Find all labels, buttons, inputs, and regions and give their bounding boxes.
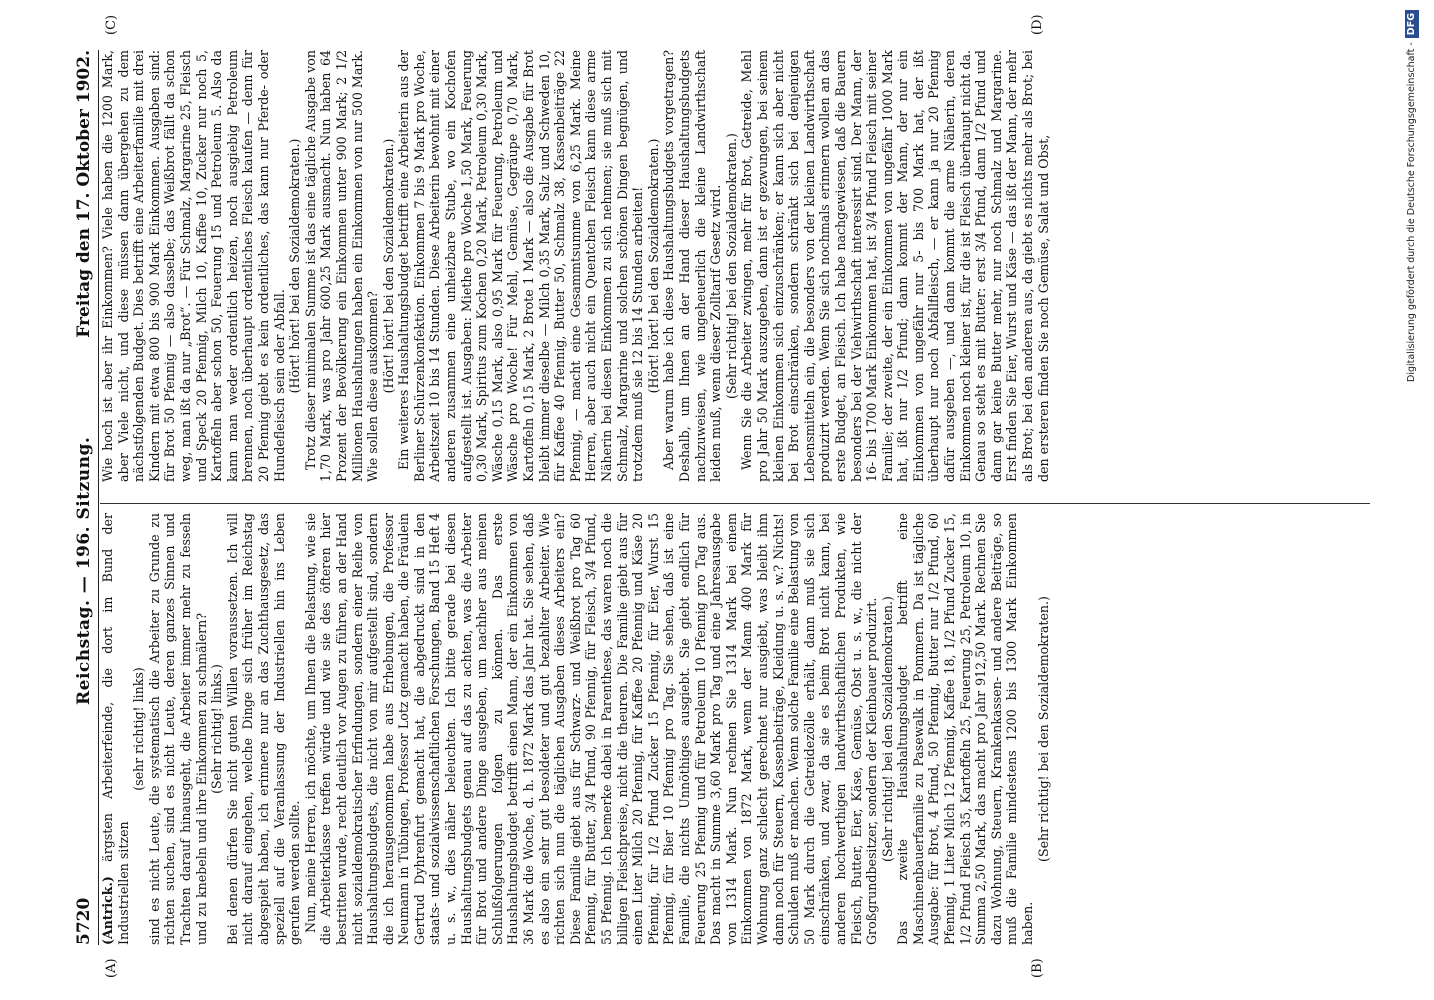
paragraph: Wie hoch ist aber ihr Einkommen? Viele haben die 1200 Mark, aber Viele nicht, und diese müssen dann übergehen zu dem nächstfolgenden Budget. Dies betrifft eine Arbeiterfamilie mit drei Kindern mit etwa 800 bis 900 Mark Einkommen. Ausgaben sind: für Brot 50 Pfennig — also dasselbe; das Weißbrot fällt da schon weg, man ißt da nur „Brot“. — Für Schmalz, Margarine 25, Fleisch und Speck 20 Pfennig, Milch 10, Kaffee 10, Zucker nur noch 5, Kartoffeln aber schon 50, Feuerung 15 und Petroleum 5. Also da kann man weder ordentlich heizen, noch ausgiebig Petroleum brennen, noch überhaupt ordentliches Fleisch kaufen — denn für 20 Pfennig giebt es kein ordentliches, das kann nur Pferde- oder Hundefleisch sein oder Abfall. [100, 50, 287, 482]
interjection: (Hört! hört! bei den Sozialdemokraten.) [287, 138, 303, 394]
paragraph: Ein weiteres Haushaltungsbudget betrifft eine Arbeiterin aus der Berliner Schürzenkonfektion. Einkommen 7 bis 9 Mark pro Woche, Arbeitszeit 10 bis 14 Stunden. Diese Arbeiterin bewohnt mit einer anderen zusammen eine unheizbare Stube, wo ein Kochofen aufgestellt ist. Ausgaben: Miethe pro Woche 1,50 Mark, Feuerung 0,30 Mark, Spiritus zum Kochen 0,20 Mark, Petroleum 0,30 Mark, Wäsche 0,15 Mark, also 0,95 Mark für Feuerung, Petroleum und Wäsche pro Woche! Für Mehl, Gemüse, Gegräupe 0,70 Mark, Kartoffeln 0,15 Mark, 2 Brote 1 Mark — also die Ausgabe für Brot bleibt immer dieselbe — Milch 0,35 Mark, Salz und Schweden 10, für Kaffee 40 Pfennig, Butter 50, Schmalz 38, Kassenbeiträge 22 Pfennig, — macht eine Gesammtsumme von 6,25 Mark. Meine Herren, aber auch nicht ein Quentchen Fleisch kann diese arme Näherin bei diesen Einkommen zu sich nehmen; sie muß sich mit Schmalz, Margarine und solchen schönen Dingen begnügen, und trotzdem muß sie 12 bis 14 Stunden arbeiten! [396, 50, 646, 482]
paragraph: Wenn Sie die Arbeiter zwingen, mehr für Brot, Getreide, Mehl pro Jahr 50 Mark auszugeben, dann ist er gezwungen, bei seinem kleinen Einkommen sich einzuschränken; er kann sich aber nicht bei Brot einschränken, sondern schränkt sich bei denjenigen Lebensmitteln ein, die besonders von der kleinen Landwirthschaft produzirt werden. Wenn Sie sich nochmals erinnern wollen an das erste Budget, an Fleisch. Ich habe nachgewiesen, daß die Bauern besonders bei der Viehwirthschaft interessirt sind. Der Mann, der 16- bis 1700 Mark Einkommen hat, ist 3/4 Pfund Fleisch mit seiner Familie; der zweite, der ein Einkommen von ungefähr 1000 Mark hat, ißt nur 1/2 Pfund; dann kommt der Mann, der nur ein Einkommen von ungefähr nur 5- bis 700 Mark hat, der ißt überhaupt nur noch Abfallfleisch, — er kann ja nur 20 Pfennig dafür ausgeben —, und dann kommt die arme Näherin, deren Einkommen noch kleiner ist, für die ist Fleisch überhaupt nicht da. Genau so steht es mit Butter: erst 3/4 Pfund, dann 1/2 Pfund und dann gar keine Butter mehr, nur noch Schmalz und Margarine. Erst finden Sie Eier, Wurst und Käse — das ißt der Mann, der mehr als Brot; bei den anderen aus, da giebt es nichts mehr als Brot; bei den ersteren finden Sie noch Gemüse, Salat und Obst, [739, 50, 1051, 482]
credit-text: Digitalisierung gefördert durch die Deutsche Forschungsgemeinschaft - [1406, 42, 1417, 382]
interjection: (Hört! hört! bei den Sozialdemokraten.) [380, 138, 396, 394]
paragraph-text: ärgsten Arbeiterfeinde, die dort im Bund der Industriellen sitzen [100, 513, 131, 945]
session-date: Freitag den 17. Oktober 1902. [74, 50, 94, 338]
interjection: (Sehr richtig! bei den Sozialdemokraten.) [879, 596, 895, 862]
paragraph: Aber warum habe ich diese Haushaltungsbudgets vorgetragen? Deshalb, um Ihnen an der Hand dieser Haushaltungsbudgets nachzuweisen, wie ungeheuerlich die kleine Landwirthschaft leiden muß, wenn dieser Zolltarif Gesetz wird. [661, 50, 724, 482]
margin-marker-c: (C) [104, 14, 119, 35]
session-title: Reichstag. — 196. Sitzung. [74, 436, 94, 705]
column-divider [100, 503, 1370, 504]
margin-marker-a: (A) [104, 958, 119, 978]
interjection: (sehr richtig! links) [131, 667, 147, 791]
interjection: (Sehr richtig! bei den Sozialdemokraten.) [723, 133, 739, 399]
page-header [72, 50, 96, 945]
digitization-credit [1400, 10, 1424, 990]
paragraph [100, 513, 131, 945]
paragraph: Bei denen dürfen Sie nicht guten Willen voraussetzen. Ich will nicht darauf eingehen, welche Dinge sich früher im Reichstag abgespielt haben, ich erinnere nur an das Zuchthausgesetz, das speziell auf die Veranlassung der Industriellen hin ins Leben gerufen werden sollte. [224, 513, 303, 945]
header-rule [98, 50, 99, 945]
paragraph: Trotz dieser minimalen Summe ist das eine tägliche Ausgabe von 1,70 Mark, was pro Jahr 600,25 Mark ausmacht. Nun haben 64 Prozent der Bevölkerung ein Einkommen unter 900 Mark; 2 1/2 Millionen Haushaltungen haben ein Einkommen von nur 500 Mark. Wie sollen diese auskommen? [302, 50, 381, 482]
margin-marker-b: (B) [1030, 958, 1045, 978]
paragraph: Nun, meine Herren, ich möchte, um Ihnen die Belastung, wie sie die Arbeiterklasse treffen würde und wie sie des öfteren hier bestritten wurde, recht deutlich vor Augen zu führen, an der Hand nicht sozialdemokratischer Erfindungen, sondern einer Reihe von Haushaltungsbudgets, die nicht von mir aufgestellt sind, sondern die ich herausgenommen habe aus Erhebungen, die Professor Neumann in Tübingen, Professor Lotz gemacht haben, die Fräulein Gertrud Dyhrenfurt gemacht hat, die abgedruckt sind in den staats- und sozialwissenschaftlichen Forschungen, Band 15 Heft 4 u. s. w., dies näher beleuchten. Ich bitte gerade bei diesen Haushaltungsbudgets genau auf das zu achten, was die Arbeiter für Brot und andere Dinge ausgeben, um nachher aus meinen Schlußfolgerungen folgen zu können. Das erste Haushaltungsbudget betrifft einen Mann, der ein Einkommen von 36 Mark die Woche, d. h. 1872 Mark das Jahr hat. Sie sehen, daß es also ein sehr gut besoldeter und gut bezahlter Arbeiter. Wie richten sich nun die täglichen Ausgaben dieses Arbeiters ein? Diese Familie giebt aus für Schwarz- und Weißbrot pro Tag 60 Pfennig, für Butter, 3/4 Pfund, 90 Pfennig, für Fleisch, 3/4 Pfund, 55 Pfennig. Ich bemerke dabei in Parenthese, das waren noch die billigen Fleischpreise, nicht die theuren. Die Familie giebt aus für einen Liter Milch 20 Pfennig, für Kaffee 20 Pfennig und Käse 20 Pfennig, für 1/2 Pfund Zucker 15 Pfennig, für Eier, Wurst 15 Pfennig, für Bier 10 Pfennig pro Tag. Sie sehen, daß ist eine Familie, die nichts Unnöthiges ausgiebt. Sie giebt endlich für Feuerung 25 Pfennig und für Petroleum 10 Pfennig pro Tag aus. Das macht in Summe 3,60 Mark pro Tag und eine Jahresausgabe von 1314 Mark. Nun rechnen Sie 1314 Mark bei einem Einkommen von 1872 Mark, wenn der Mann 400 Mark für Wohnung ganz schlecht gerechnet nur ausgiebt, was bleibt ihm dann noch für Steuern, Kassenbeiträge, Kleidung u. s. w.? Nichts! Schulden muß er machen. Wenn solche Familie eine Belastung von 50 Mark durch die Getreidezölle erhält, dann muß sie sich einschränken, und zwar, da sie es beim Brot nicht kann, bei anderen hochwerthigen landwirthschaftlichen Produkten, wie Fleisch, Butter, Eier, Käse, Gemüse, Obst u. s. w., die nicht der Großgrundbesitzer, sondern der Kleinbauer produzirt. [302, 513, 880, 945]
page-number: 5720 [74, 897, 94, 945]
interjection: (Sehr richtig! bei den Sozialdemokraten.) [1035, 596, 1051, 862]
speaker-name: (Antrick.) [100, 876, 115, 945]
paragraph: Das zweite Haushaltungsbudget betrifft eine Maschinenbauerfamilie zu Pasewalk in Pommern. Da ist tägliche Ausgabe: für Brot, 4 Pfund, 50 Pfennig, Butter nur 1/2 Pfund, 60 Pfennig, 1 Liter Milch 12 Pfennig, Kaffee 18, 1/2 Pfund Zucker 15, 1/2 Pfund Fleisch 35, Kartoffeln 25, Feuerung 25, Petroleum 10, in Summa 2,50 Mark, das macht pro Jahr 912,50 Mark. Rechnen Sie dazu Wohnung, Steuern, Krankenkassen- und andere Beiträge, so muß die Familie mindestens 1200 bis 1300 Mark Einkommen haben. [895, 513, 1036, 945]
left-text-column [100, 513, 1370, 945]
dfg-logo: DFG [1405, 10, 1419, 38]
paragraph: sind es nicht Leute, die systematisch die Arbeiter zu Grunde zu richten suchen, sind es nicht Leute, deren ganzes Sinnen und Trachten darauf hinausgeht, die Arbeiter immer mehr zu fesseln und zu knebeln und ihre Einkommen zu schmälern? [146, 513, 209, 945]
interjection: (Sehr richtig! links.) [209, 664, 225, 794]
margin-marker-d: (D) [1030, 14, 1045, 35]
interjection: (Hört! hört! bei den Sozialdemokraten.) [645, 138, 661, 394]
right-text-column [100, 50, 1370, 482]
